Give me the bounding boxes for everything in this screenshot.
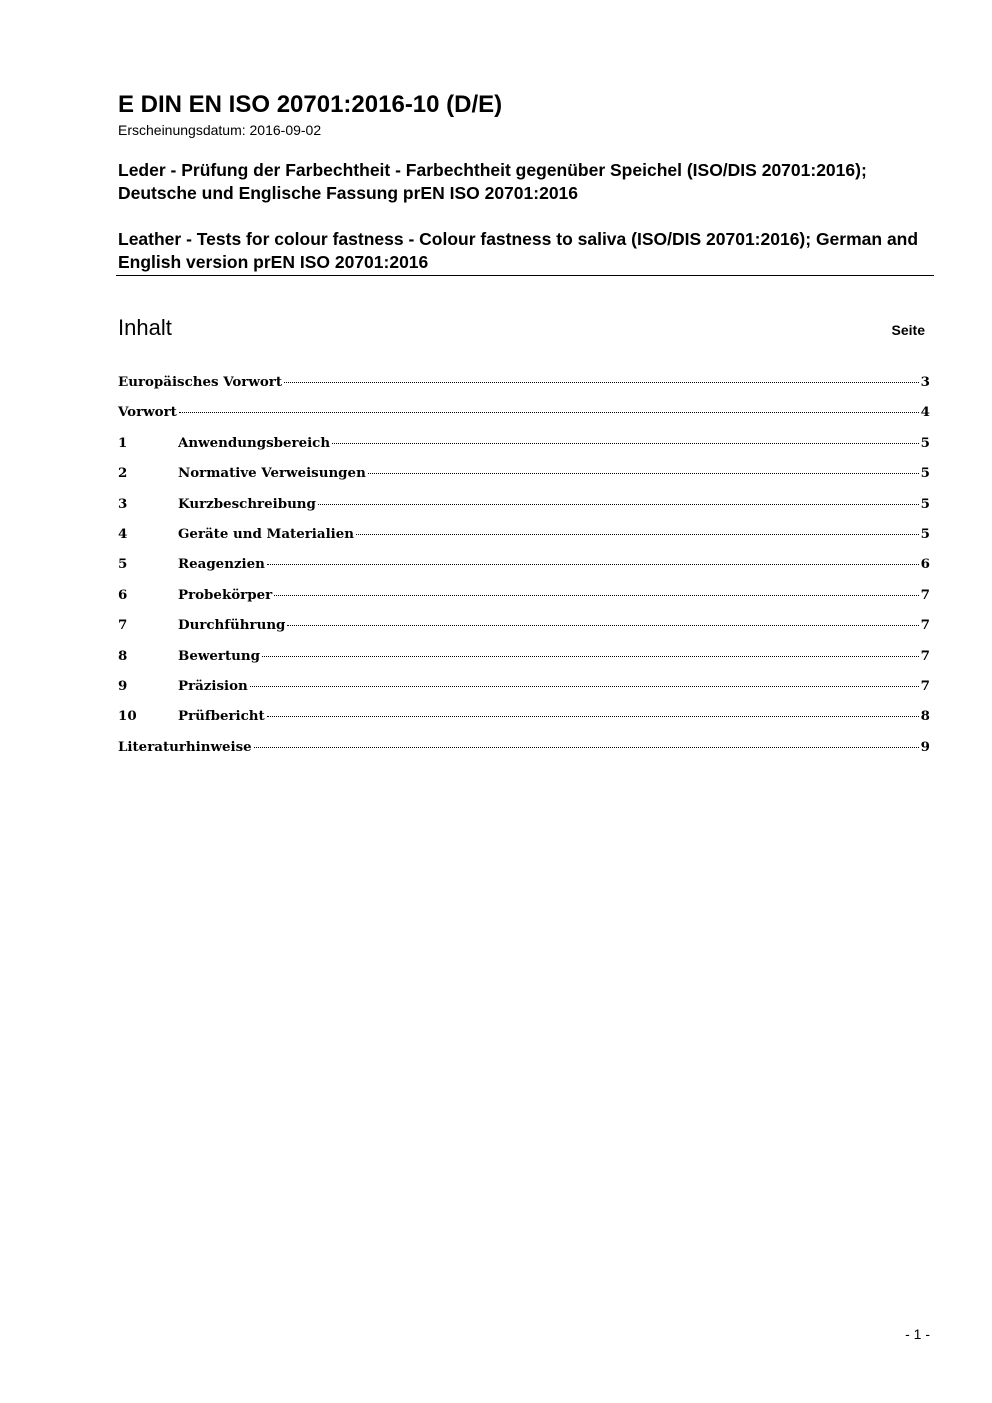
toc-dot-leader: [267, 564, 919, 565]
toc-entry-page: 7: [920, 586, 930, 603]
toc-dot-leader: [332, 443, 919, 444]
toc-entry-page: 9: [920, 738, 930, 755]
toc-entry-page: 5: [920, 434, 930, 451]
toc-dot-leader: [250, 686, 919, 687]
toc-entry-title: Prüfbericht: [178, 708, 265, 725]
toc-entry-number: 6: [118, 586, 128, 603]
toc-entry-title: Geräte und Materialien: [178, 525, 355, 542]
toc-dot-leader: [254, 747, 919, 748]
toc-dot-leader: [267, 716, 919, 717]
toc-entry[interactable]: [118, 399, 930, 429]
toc-entry[interactable]: [118, 369, 930, 399]
toc-entry-page: 6: [920, 556, 930, 573]
toc-entry-page: 7: [920, 617, 930, 634]
toc-entry[interactable]: [118, 460, 930, 490]
page-number: - 1 -: [905, 1326, 930, 1342]
toc-entry-title: Anwendungsbereich: [178, 434, 331, 451]
toc-entry-number: 1: [118, 434, 128, 451]
toc-entry-title: Normative Verweisungen: [178, 465, 366, 482]
toc-entry-title: Bewertung: [178, 647, 260, 664]
toc-heading: Inhalt: [118, 315, 172, 340]
toc-entry-page: 8: [920, 708, 930, 725]
toc-dot-leader: [356, 534, 919, 535]
toc-entry-number: 3: [118, 495, 128, 512]
title-english: Leather - Tests for colour fastness - Colour fastness to saliva (ISO/DIS 20701:2016); German and English version prEN ISO 20701:2016: [118, 229, 919, 272]
document-id: E DIN EN ISO 20701:2016-10 (D/E): [118, 91, 503, 118]
toc-entry-title: Reagenzien: [178, 556, 265, 573]
toc-entry-number: 4: [118, 525, 128, 542]
toc-entry-page: 5: [920, 465, 930, 482]
toc-entry-number: 2: [118, 465, 128, 482]
toc-dot-leader: [179, 412, 919, 413]
toc-entry-page: 7: [920, 647, 930, 664]
toc-dot-leader: [284, 382, 919, 383]
toc-entry-page: 5: [920, 525, 930, 542]
toc-entry[interactable]: [118, 551, 930, 581]
toc-entry-number: 9: [118, 677, 128, 694]
table-of-contents: [118, 369, 930, 764]
title-german: Leder - Prüfung der Farbechtheit - Farbechtheit gegenüber Speichel (ISO/DIS 20701:2016); Deutsche und Englische Fassung prEN ISO 20701:2016: [118, 160, 867, 203]
toc-dot-leader: [318, 504, 919, 505]
toc-entry-page: 4: [920, 404, 930, 421]
toc-entry[interactable]: [118, 703, 930, 733]
toc-entry-number: 5: [118, 556, 128, 573]
toc-entry[interactable]: [118, 430, 930, 460]
toc-entry[interactable]: [118, 612, 930, 642]
toc-entry-page: 5: [920, 495, 930, 512]
toc-entry[interactable]: [118, 673, 930, 703]
toc-entry-page: 7: [920, 677, 930, 694]
toc-dot-leader: [262, 656, 919, 657]
toc-entry-title: Präzision: [178, 677, 248, 694]
title-divider: [116, 275, 934, 276]
toc-entry-number: 8: [118, 647, 128, 664]
toc-entry-number: 10: [118, 708, 137, 725]
toc-entry-title: Kurzbeschreibung: [178, 495, 316, 512]
toc-dot-leader: [274, 595, 919, 596]
toc-entry-title: Literaturhinweise: [118, 738, 252, 755]
toc-entry[interactable]: [118, 643, 930, 673]
toc-entry[interactable]: [118, 491, 930, 521]
toc-dot-leader: [287, 625, 918, 626]
toc-page-column-label: Seite: [891, 322, 925, 338]
toc-entry-title: Europäisches Vorwort: [118, 374, 283, 390]
toc-entry-title: Vorwort: [118, 404, 177, 421]
publication-date: Erscheinungsdatum: 2016-09-02: [118, 122, 322, 138]
toc-entry[interactable]: [118, 521, 930, 551]
toc-entry-number: 7: [118, 617, 128, 634]
toc-entry-title: Durchführung: [178, 617, 286, 634]
toc-entry-title: Probekörper: [178, 586, 273, 603]
toc-entry[interactable]: [118, 734, 930, 764]
toc-entry[interactable]: [118, 582, 930, 612]
toc-entry-page: 3: [920, 374, 930, 390]
toc-dot-leader: [368, 473, 919, 474]
